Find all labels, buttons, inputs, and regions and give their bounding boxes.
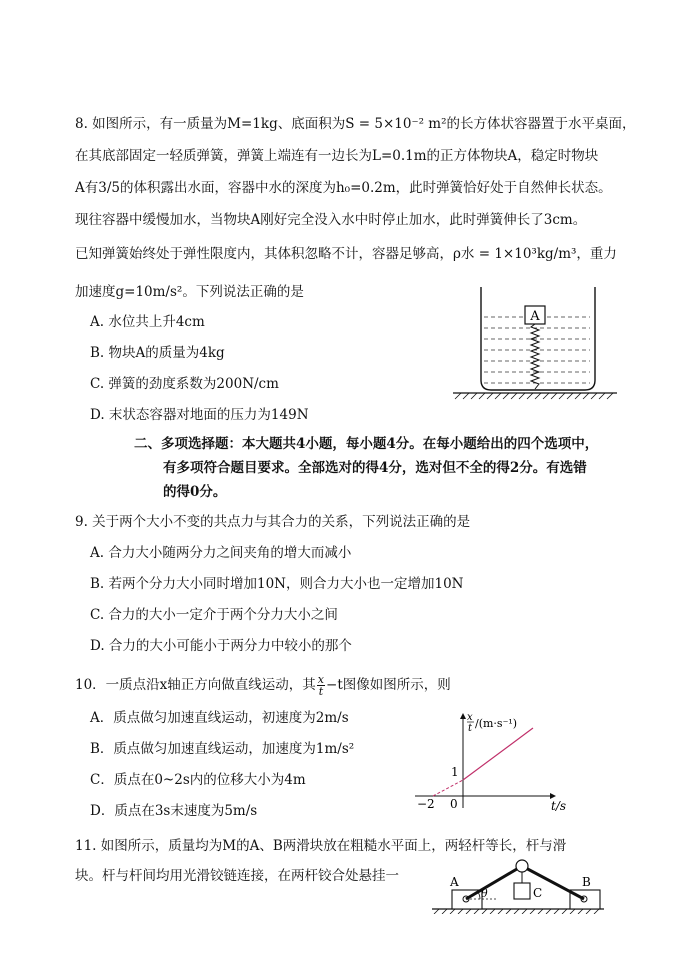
q10-fraction — [317, 674, 325, 697]
section-2-line-1: 二、多项选择题：本大题共4小题，每小题4分。在每小题给出的四个选项中， — [134, 436, 599, 452]
tick-neg2: −2 — [417, 797, 435, 811]
label-theta: θ — [481, 887, 488, 900]
q10-frac-num: x — [317, 673, 325, 686]
label-c: C — [533, 886, 543, 900]
y-label-den: t — [468, 723, 473, 734]
q9-stem: 9. 关于两个大小不变的共点力与其合力的关系，下列说法正确的是 — [75, 514, 471, 530]
y-label-num: x — [467, 712, 473, 723]
section-2-line-3: 的得0分。 — [163, 484, 227, 500]
q8-option-c: C. 弹簧的劲度系数为200N/cm — [90, 376, 279, 392]
tick-1: 1 — [451, 765, 459, 779]
section-2-line-2: 有多项符合题目要求。全部选对的得4分，选对但不全的得2分。有选错 — [163, 460, 587, 476]
q8-line-3: A有3/5的体积露出水面，容器中水的深度为h₀=0.2m，此时弹簧恰好处于自然伸长状态。 — [75, 180, 612, 196]
q9-option-c: C. 合力的大小一定介于两个分力大小之间 — [90, 607, 338, 623]
q11-line-2: 块。杆与杆间均用光滑铰链连接，在两杆铰合处悬挂一 — [75, 868, 399, 884]
q8-line-6: 加速度g=10m/s²。下列说法正确的是 — [75, 284, 304, 300]
q10-stem-before: 10．一质点沿x轴正方向做直线运动，其 — [75, 677, 316, 693]
label-b: B — [582, 875, 591, 889]
q8-option-a: A. 水位共上升4cm — [90, 314, 205, 330]
ground-hatch — [455, 393, 613, 399]
spring — [531, 324, 539, 389]
q10-stem-after: −t图像如图所示，则 — [326, 677, 451, 693]
graph-dashed-extension — [433, 780, 463, 796]
q10-stem — [75, 674, 451, 697]
block-a-label: A — [530, 309, 540, 324]
q10-graph — [405, 708, 585, 814]
container-walls — [481, 287, 595, 390]
q9-option-d: D. 合力的大小可能小于两分力中较小的那个 — [90, 638, 352, 654]
q10-frac-den: t — [318, 685, 324, 698]
q8-line-4: 现往容器中缓慢加水，当物块A刚好完全没入水中时停止加水，此时弹簧伸长了3cm。 — [75, 212, 587, 228]
q9-option-b: B. 若两个分力大小同时增加10N，则合力大小也一定增加10N — [90, 576, 464, 592]
q8-line-1: 8. 如图所示，有一质量为M=1kg、底面积为S = 5×10⁻² m²的长方体状容器置于水平桌面， — [75, 116, 636, 132]
label-a: A — [450, 875, 459, 889]
graph-line — [463, 728, 533, 780]
q11-line-1: 11. 如图所示，质量均为M的A、B两滑块放在粗糙水平面上，两轻杆等长，杆与滑 — [75, 838, 567, 854]
q9-option-a: A. 合力大小随两分力之间夹角的增大而减小 — [90, 545, 352, 561]
q8-line-5: 已知弹簧始终处于弹性限度内，其体积忽略不计，容器足够高，ρ水 = 1×10³kg/m³，重力 — [75, 246, 617, 262]
top-hinge — [516, 860, 528, 872]
q11-figure — [428, 852, 608, 914]
q10-option-d: D．质点在3s末速度为5m/s — [90, 803, 258, 819]
rod-right — [522, 866, 584, 899]
y-label-unit: /(m·s⁻¹) — [475, 717, 518, 730]
q10-option-b: B．质点做匀加速直线运动，加速度为1m/s² — [90, 741, 355, 757]
q8-container-figure — [445, 282, 620, 400]
ground-hatch — [434, 909, 599, 914]
q10-option-a: A．质点做匀加速直线运动，初速度为2m/s — [90, 710, 349, 726]
q8-option-d: D. 末状态容器对地面的压力为149N — [90, 407, 309, 423]
x-label: t/s — [551, 799, 567, 813]
weight-c — [514, 883, 530, 899]
q10-option-c: C．质点在0~2s内的位移大小为4m — [90, 772, 306, 788]
q8-line-2: 在其底部固定一轻质弹簧，弹簧上端连有一边长为L=0.1m的正方体物块A，稳定时物块 — [75, 148, 599, 164]
q8-option-b: B. 物块A的质量为4kg — [90, 345, 225, 361]
tick-0: 0 — [450, 797, 458, 811]
